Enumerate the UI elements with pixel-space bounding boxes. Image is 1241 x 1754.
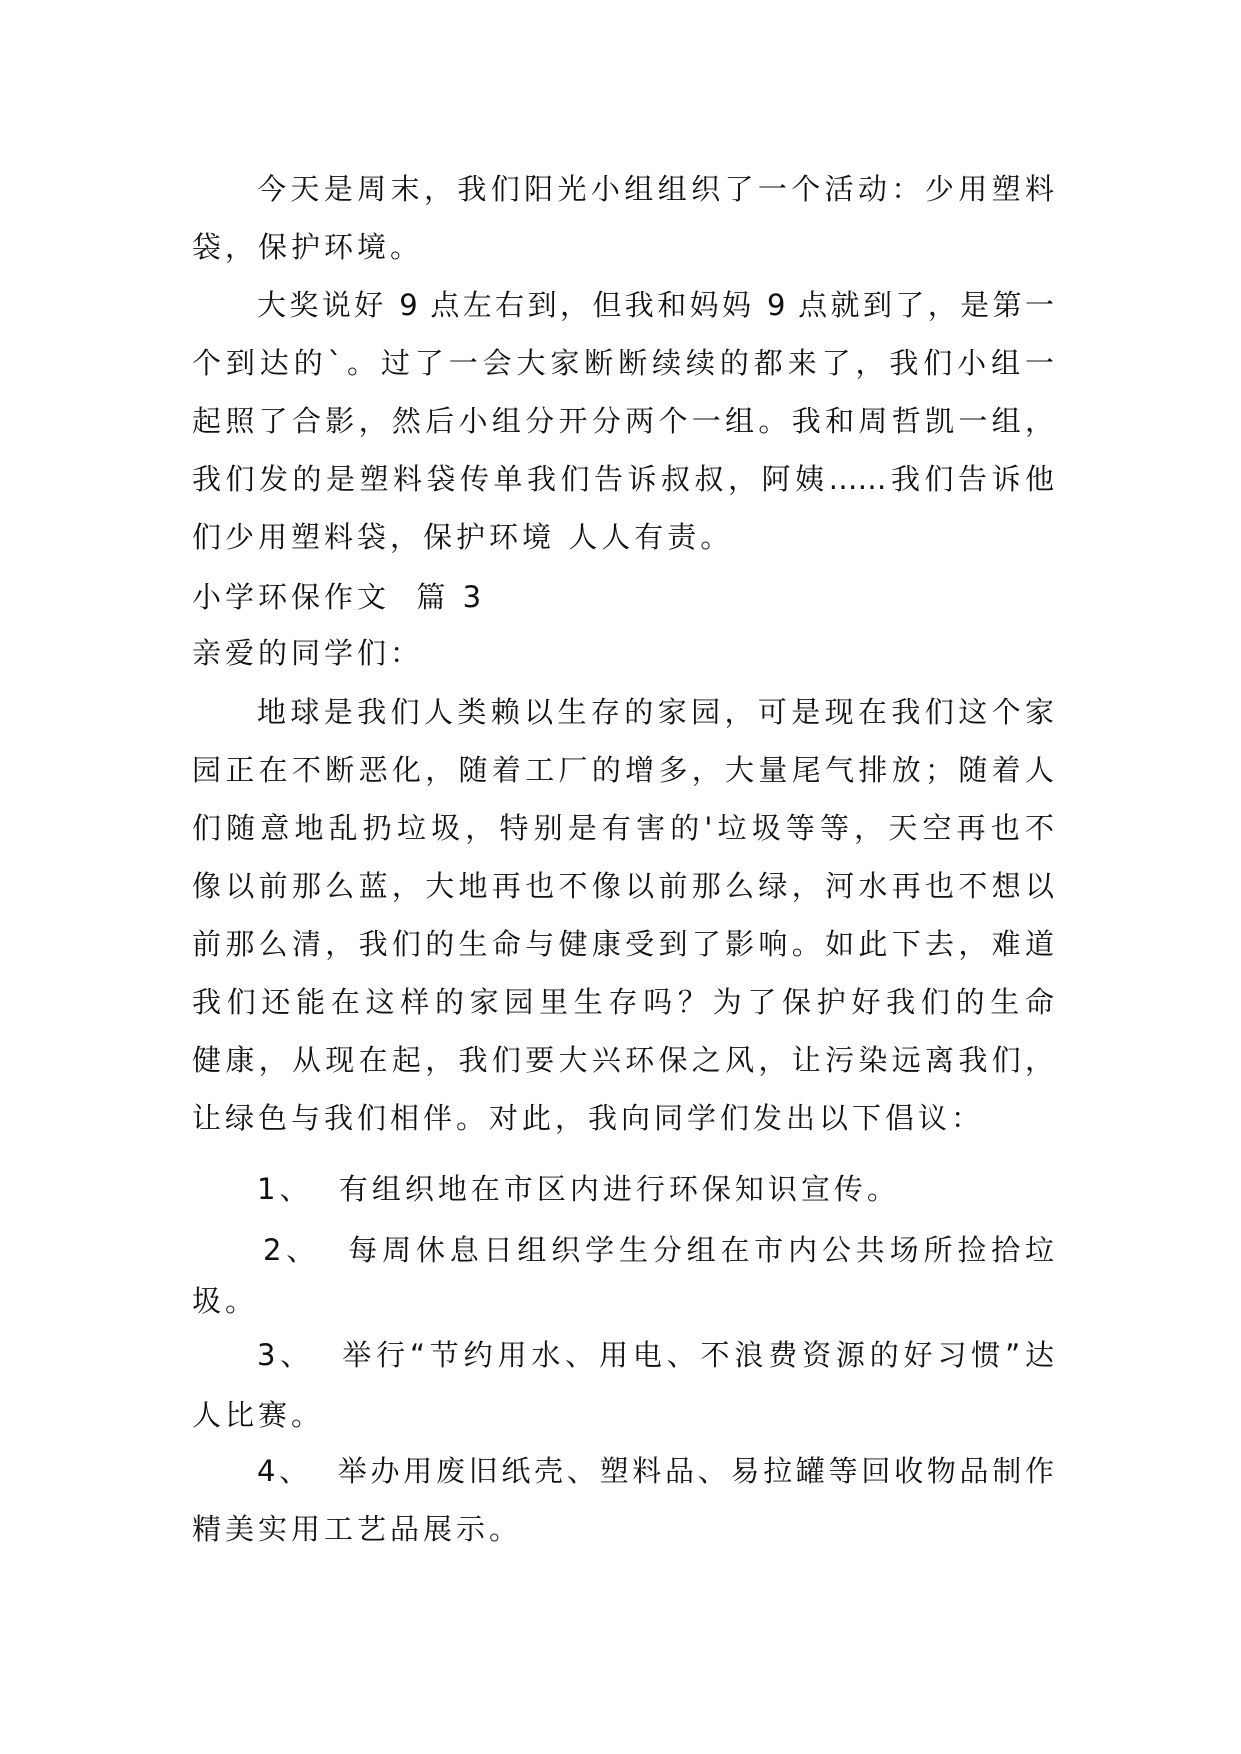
section-heading: 小学环保作文 篇 3 [192,580,486,614]
paragraph-line: 今天是周末，我们阳光小组组织了一个活动：少用塑料 [257,172,1054,206]
paragraph-line: 袋，保护环境。 [192,230,424,264]
paragraph-line: 我们还能在这样的家园里生存吗？为了保护好我们的生命 [192,985,1054,1019]
paragraph-line: 让绿色与我们相伴。对此，我向同学们发出以下倡议： [192,1101,985,1135]
paragraph-line: 园正在不断恶化，随着工厂的增多，大量尾气排放；随着人 [192,753,1054,787]
paragraph-line: 前那么清，我们的生命与健康受到了影响。如此下去，难道 [192,927,1054,961]
paragraph-line: 像以前那么蓝，大地再也不像以前那么绿，河水再也不想以 [192,869,1054,903]
paragraph-line: 健康，从现在起，我们要大兴环保之风，让污染远离我们， [192,1043,1054,1077]
proposal-item-continuation: 圾。 [192,1284,259,1318]
paragraph-line: 们随意地乱扔垃圾，特别是有害的'垃圾等等，天空再也不 [192,811,1054,845]
paragraph-line: 起照了合影，然后小组分开分两个一组。我和周哲凯一组， [192,404,1054,438]
paragraph-line: 我们发的是塑料袋传单我们告诉叔叔，阿姨……我们告诉他 [192,462,1054,496]
salutation: 亲爱的同学们： [192,636,424,670]
proposal-item: 1、 有组织地在市区内进行环保知识宣传。 [257,1172,900,1206]
paragraph-line: 大奖说好 9 点左右到，但我和妈妈 9 点就到了，是第一 [257,288,1054,322]
proposal-item-continuation: 人比赛。 [192,1398,325,1432]
paragraph-line: 地球是我们人类赖以生存的家园，可是现在我们这个家 [257,695,1054,729]
proposal-item-continuation: 精美实用工艺品展示。 [192,1512,523,1546]
proposal-item: 4、 举办用废旧纸壳、塑料品、易拉罐等回收物品制作 [257,1454,1054,1488]
paragraph-line: 们少用塑料袋，保护环境 人人有责。 [192,520,734,554]
paragraph-line: 个到达的`。过了一会大家断断续续的都来了，我们小组一 [192,346,1054,380]
proposal-item: 3、 举行“节约用水、用电、不浪费资源的好习惯”达 [257,1338,1054,1372]
proposal-item: 2、 每周休息日组织学生分组在市内公共场所捡拾垃 [263,1233,1054,1267]
